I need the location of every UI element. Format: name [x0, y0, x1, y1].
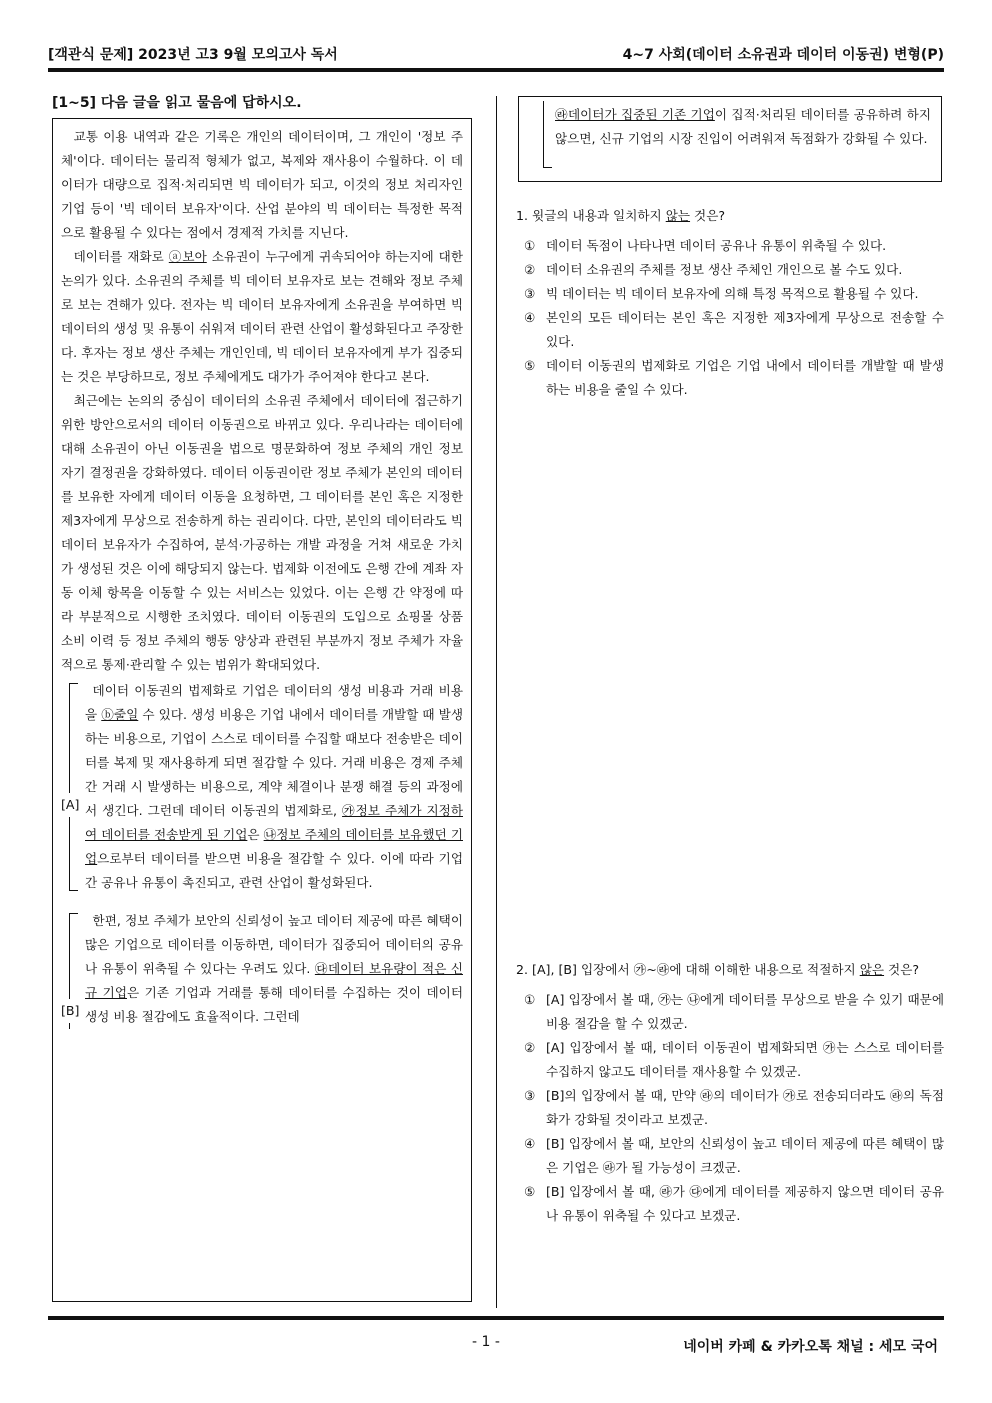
passage-text: 소유권이 누구에게 귀속되어야 하는지에 대한 논의가 있다. 소유권의 주체를 빅 데이터 보유자로 보는 견해와 정보 주체로 보는 견해가 있다. 전자는 빅 데이터 보유자에게 소유권을 부여하면 빅 데이터의 생성 및 유통이 쉬워져 데이터 관련 산업이 활성화된다고 주장한다. 후자는 정보 생산 주체는 개인인데, 빅 데이터 보유자에게 부가 집중되는 것은 부당하므로, 정보 주체에게도 대가가 주어져야 한다고 본다.	[61, 249, 463, 384]
stem-text: 것은?	[884, 962, 920, 977]
option[interactable]	[516, 282, 944, 306]
section-b-bracket-continued	[543, 101, 552, 168]
page-number: - 1 -	[472, 1334, 500, 1350]
option-text: 데이터 이동권의 법제화로 기업은 기업 내에서 데이터를 개발할 때 발생하는 비용을 줄일 수 있다.	[546, 358, 944, 397]
option[interactable]	[516, 234, 944, 258]
passage-box	[52, 118, 472, 1302]
question-number: 2.	[516, 962, 529, 977]
underline-b: ⓑ줄일	[101, 707, 139, 722]
section-a-text	[85, 679, 463, 895]
question-number: 1.	[516, 208, 529, 223]
passage-paragraph-2	[61, 245, 463, 389]
passage-paragraph-3: 최근에는 논의의 중심이 데이터의 소유권 주체에서 데이터에 접근하기 위한 방안으로서의 데이터 이동권으로 바뀌고 있다. 우리나라는 데이터에 대해 소유권이 아닌 이동권을 법으로 명문화하여 정보 주체의 개인 정보 자기 결정권을 강화하였다. 데이터 이동권이란 정보 주체가 본인의 데이터를 보유한 자에게 데이터 이동을 요청하면, 그 데이터를 본인 혹은 지정한 제3자에게 무상으로 전송하게 하는 권리이다. 다만, 본인의 데이터라도 빅 데이터 보유자가 수집하여, 분석·가공하는 개발 과정을 거쳐 새로운 가치가 생성된 것은 이에 해당되지 않는다. 법제화 이전에도 은행 간에 계좌 자동 이체 항목을 이동할 수 있는 서비스는 있었다. 이는 은행 간 약정에 따라 부분적으로 시행한 조치였다. 데이터 이동권의 도입으로 쇼핑몰 상품 소비 이력 등 정보 주체의 행동 양상과 관련된 부분까지 정보 주체가 자율적으로 통제·관리할 수 있는 범위가 확대되었다.	[61, 393, 463, 672]
option-text: [B] 입장에서 볼 때, 보안의 신뢰성이 높고 데이터 제공에 따른 혜택이 많은 기업은 ㉱가 될 가능성이 크겠군.	[546, 1136, 944, 1175]
option[interactable]	[516, 354, 944, 402]
passage-text: 데이터 이동권의 법제화로 기업은 데이터의 생성 비용과 거래 비용을	[85, 683, 463, 722]
passage-text: 은 기존 기업과 거래를 통해 데이터를 수집하는 것이 데이터 생성 비용 절감에도 효율적이다. 그런데	[85, 985, 463, 1024]
stem-text: [A], [B] 입장에서 ㉮~㉱에 대해 이해한 내용으로 적절하지	[532, 962, 860, 977]
section-a-bracket	[69, 683, 78, 891]
underline-da: ㉰데이터 보유량이 적은 신규 기업	[85, 961, 463, 1000]
option[interactable]	[516, 1084, 944, 1132]
underline-ra: ㉱데이터가 집중된 기존 기업	[555, 107, 715, 122]
passage-text: 으로부터 데이터를 받으면 비용을 절감할 수 있다. 이에 따라 기업 간 공유나 유통이 촉진되고, 관련 산업이 활성화된다.	[85, 851, 463, 890]
question-1	[516, 204, 944, 402]
option[interactable]	[516, 258, 944, 282]
column-divider	[496, 96, 497, 1308]
stem-text: 것은?	[690, 208, 726, 223]
option-text: 데이터 독점이 나타나면 데이터 공유나 유통이 위축될 수 있다.	[546, 238, 887, 253]
option-text: [B]의 입장에서 볼 때, 만약 ㉱의 데이터가 ㉮로 전송되더라도 ㉱의 독점화가 강화될 것이라고 보겠군.	[546, 1088, 944, 1127]
option-mark: ①	[524, 238, 536, 253]
header-title-right: 4~7 사회(데이터 소유권과 데이터 이동권) 변형(P)	[622, 47, 944, 63]
stem-underline: 않은	[859, 962, 885, 977]
option[interactable]	[516, 1180, 944, 1228]
section-b-label: [B]	[61, 999, 79, 1023]
underline-na: ㉯정보 주체의 데이터를 보유했던 기업	[85, 827, 463, 866]
stem-underline: 않는	[665, 208, 691, 223]
header-title-left: [객관식 문제] 2023년 고3 9월 모의고사 독서	[48, 47, 338, 63]
option-text: 본인의 모든 데이터는 본인 혹은 지정한 제3자에게 무상으로 전송할 수 있다.	[546, 310, 944, 349]
option-text: [B] 입장에서 볼 때, ㉱가 ㉰에게 데이터를 제공하지 않으면 데이터 공유나 유통이 위축될 수 있다고 보겠군.	[546, 1184, 944, 1223]
option-mark: ⑤	[524, 358, 536, 373]
footer-rule	[48, 1316, 944, 1320]
continuation-text	[549, 103, 931, 151]
option-text: [A] 입장에서 볼 때, 데이터 이동권이 법제화되면 ㉮는 스스로 데이터를 수집하지 않고도 데이터를 재사용할 수 있겠군.	[546, 1040, 944, 1079]
option-mark: ③	[524, 286, 536, 301]
passage-text: 데이터를 재화로	[73, 249, 169, 264]
section-b	[61, 909, 463, 1029]
option-mark: ④	[524, 1136, 536, 1151]
option[interactable]	[516, 1036, 944, 1084]
section-b-text	[85, 909, 463, 1029]
footer-brand: 네이버 카페 & 카카오톡 채널 : 세모 국어	[683, 1339, 938, 1355]
section-a	[61, 679, 463, 895]
option-text: 빅 데이터는 빅 데이터 보유자에 의해 특정 목적으로 활용될 수 있다.	[546, 286, 919, 301]
header-rule	[48, 68, 944, 72]
question-2-stem	[516, 958, 944, 982]
passage-text: 이 집적·처리된 데이터를 공유하려 하지 않으면, 신규 기업의 시장 진입이 어려워져 독점화가 강화될 수 있다.	[555, 107, 931, 146]
passage-text: 한편, 정보 주체가 보안의 신뢰성이 높고 데이터 제공에 따른 혜택이 많은 기업으로 데이터를 이동하면, 데이터가 집중되어 데이터의 공유나 유통이 위축될 수 있다는 우려도 있다.	[85, 913, 463, 976]
instruction-text: [1~5] 다음 글을 읽고 물음에 답하시오.	[52, 95, 302, 111]
option[interactable]	[516, 306, 944, 354]
option-mark: ⑤	[524, 1184, 536, 1199]
option-mark: ④	[524, 310, 536, 325]
question-2	[516, 958, 944, 1228]
section-a-label: [A]	[61, 793, 79, 817]
option[interactable]	[516, 1132, 944, 1180]
option-text: [A] 입장에서 볼 때, ㉮는 ㉯에게 데이터를 무상으로 받을 수 있기 때문에 비용 절감을 할 수 있겠군.	[546, 992, 944, 1031]
option-mark: ②	[524, 262, 536, 277]
option-mark: ①	[524, 992, 536, 1007]
option-text: 데이터 소유권의 주체를 정보 생산 주체인 개인으로 볼 수도 있다.	[546, 262, 903, 277]
option[interactable]	[516, 988, 944, 1036]
question-1-stem	[516, 204, 944, 228]
passage-text: 은	[247, 827, 264, 842]
underline-ga: ㉮정보 주체가 지정하여 데이터를 전송받게 된 기업	[85, 803, 463, 842]
stem-text: 윗글의 내용과 일치하지	[532, 208, 666, 223]
option-mark: ③	[524, 1088, 536, 1103]
option-mark: ②	[524, 1040, 536, 1055]
passage-paragraph-1: 교통 이용 내역과 같은 기록은 개인의 데이터이며, 그 개인이 '정보 주체'이다. 데이터는 물리적 형체가 없고, 복제와 재사용이 수월하다. 이 데이터가 대량으로 집적·처리되면 빅 데이터가 되고, 이것의 정보 처리자인 기업 등이 '빅 데이터 보유자'이다. 산업 분야의 빅 데이터는 특정한 목적으로 활용될 수 있다는 점에서 경제적 가치를 지닌다.	[61, 129, 463, 240]
underline-a: ⓐ보아	[168, 249, 207, 264]
passage-text: 수 있다. 생성 비용은 기업 내에서 데이터를 개발할 때 발생하는 비용으로, 기업이 스스로 데이터를 수집할 때보다 전송받은 데이터를 복제 및 재사용하게 되면 절감할 수 있다. 거래 비용은 경제 주체 간 거래 시 발생하는 비용으로, 계약 체결이나 분쟁 해결 등의 과정에서 생긴다. 그런데 데이터 이동권의 법제화로,	[85, 707, 463, 818]
passage-continuation-box	[518, 96, 942, 182]
